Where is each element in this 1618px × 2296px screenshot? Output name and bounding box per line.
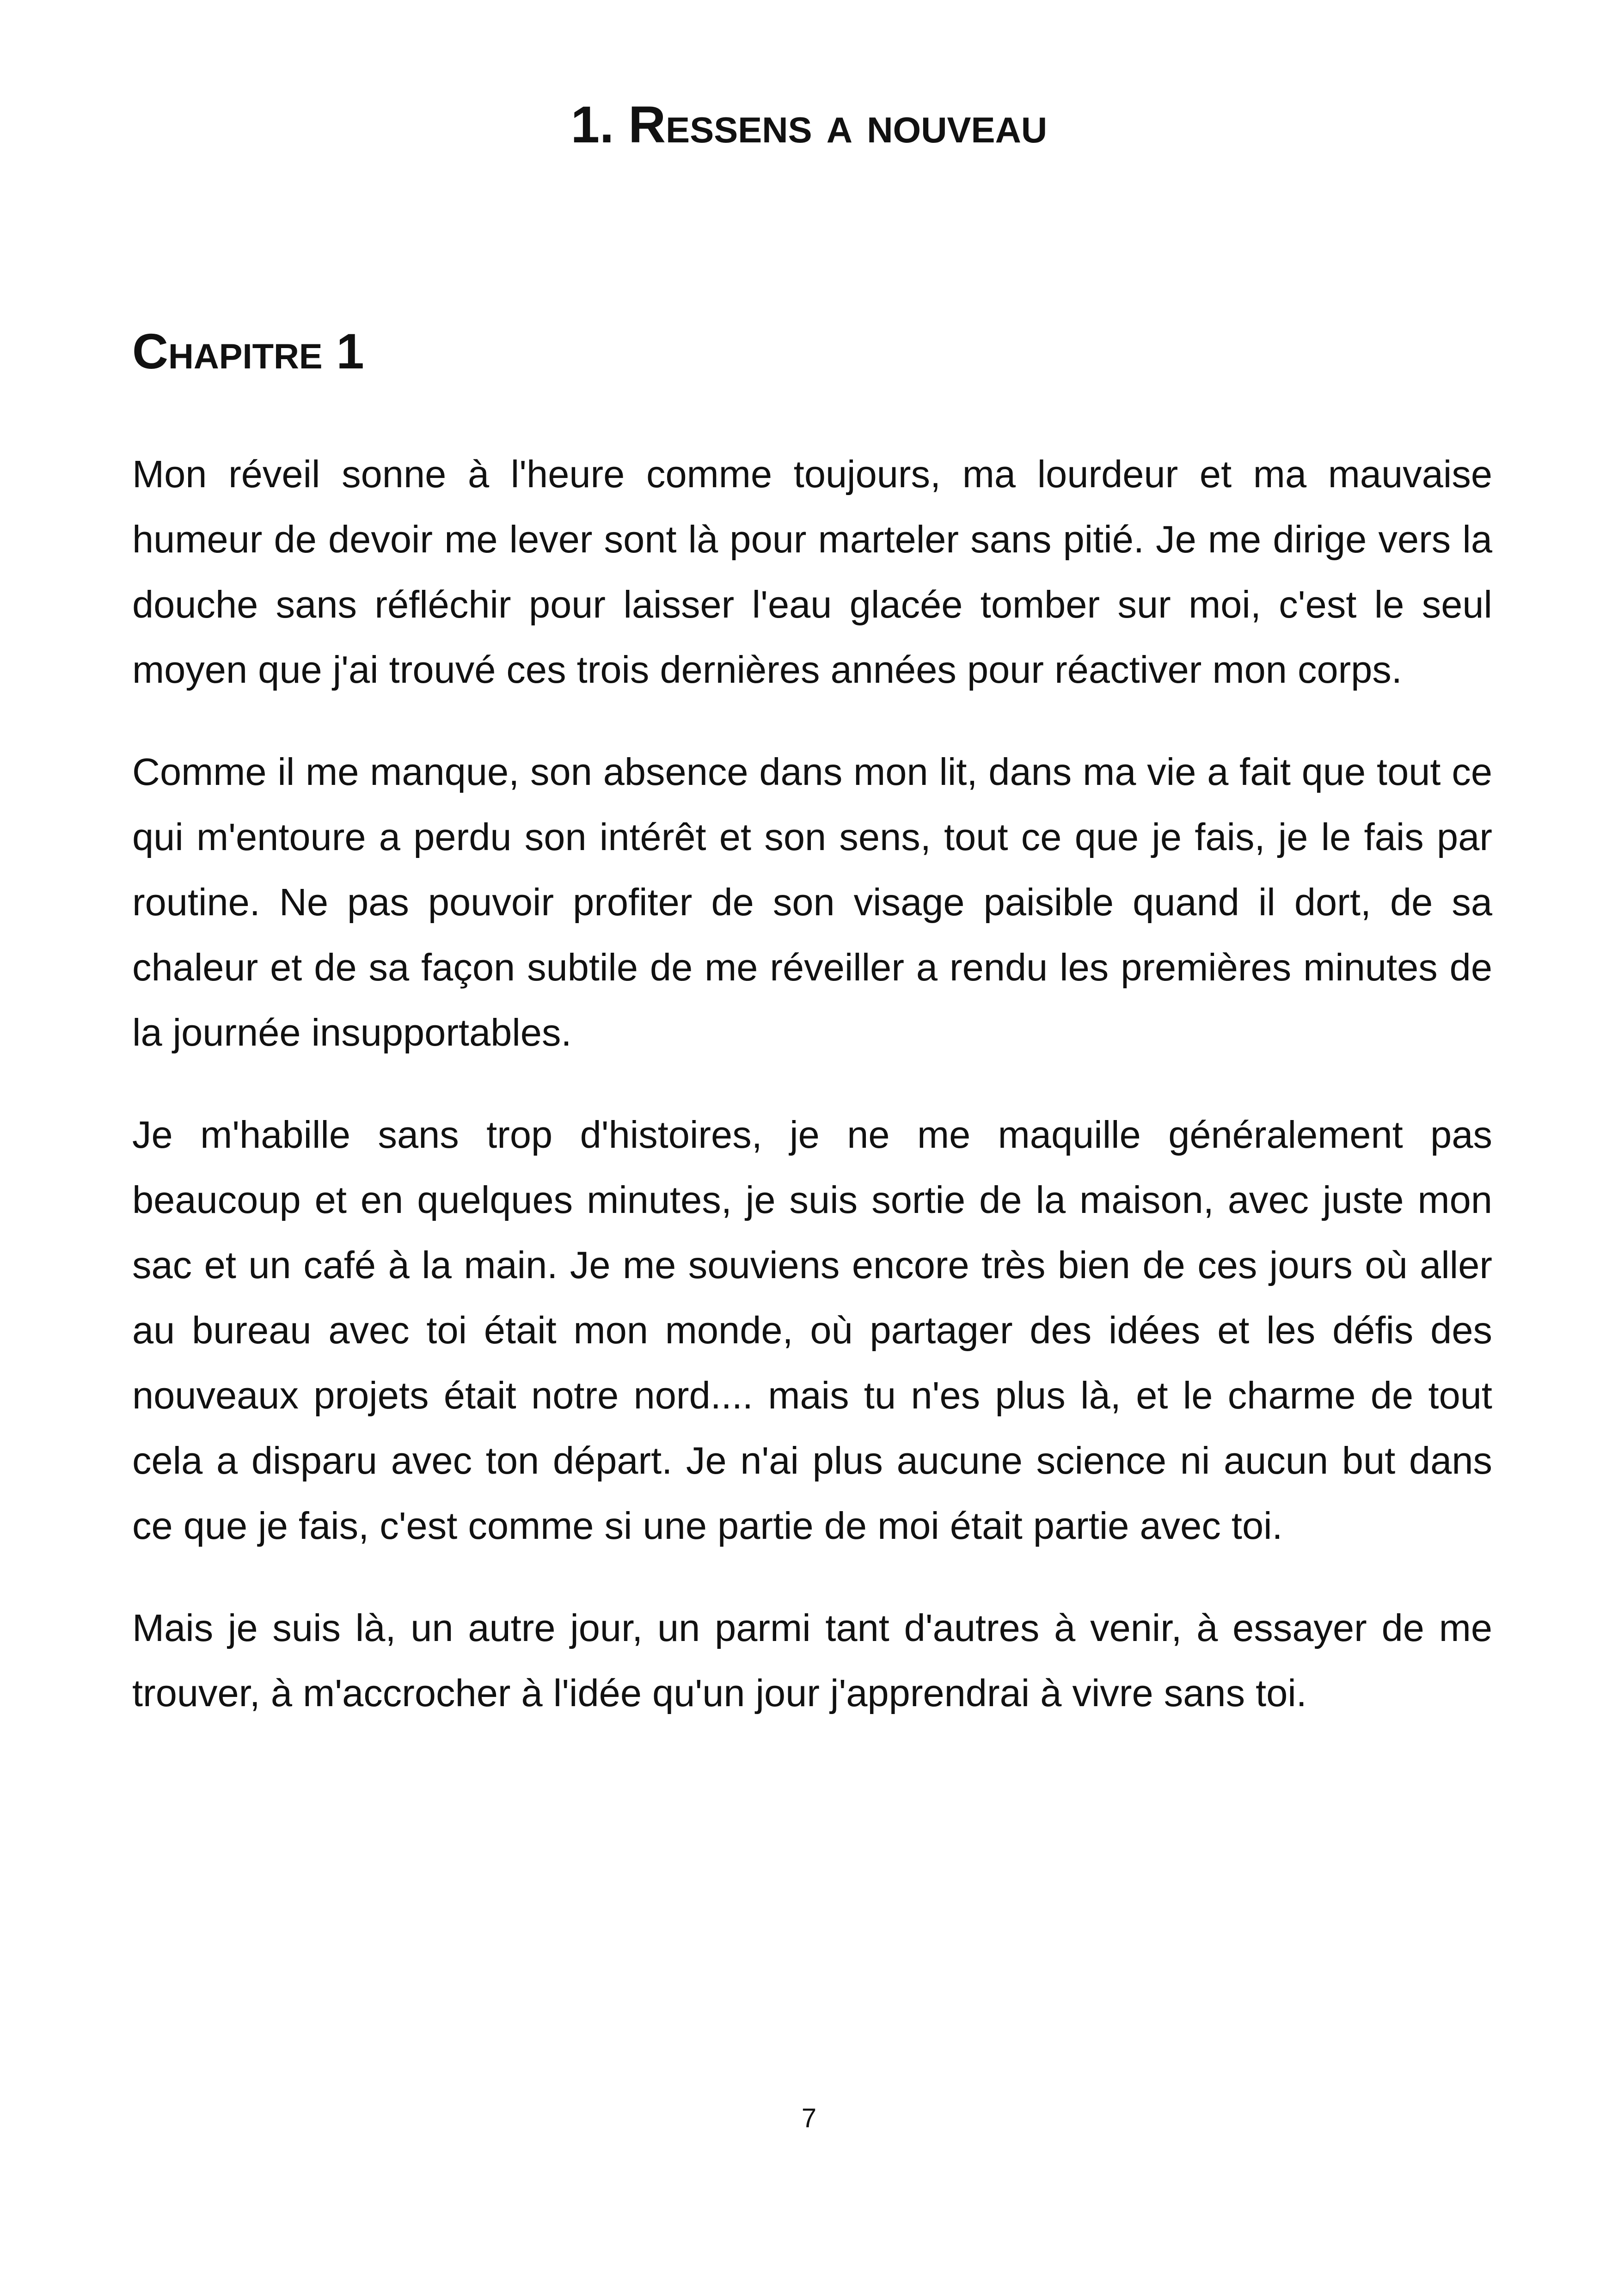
- paragraph: Mon réveil sonne à l'heure comme toujours, ma lourdeur et ma mauvaise humeur de devoir me lever sont là pour marteler sans pitié. Je me dirige vers la douche sans réfléchir pour laisser l'eau glacée tomber sur moi, c'est le seul moyen que j'ai trouvé ces trois dernières années pour réactiver mon corps.: [132, 453, 1492, 691]
- paragraph: Je m'habille sans trop d'histoires, je ne me maquille généralement pas beaucoup et en quelques minutes, je suis sortie de la maison, avec juste mon sac et un café à la main. Je me souviens encore très bien de ces jours où aller au bureau avec toi était mon monde, où partager des idées et les défis des nouveaux projets était notre nord.... mais tu n'es plus là, et le charme de tout cela a disparu avec ton départ. Je n'ai plus aucune science ni aucun but dans ce que je fais, c'est comme si une partie de moi était partie avec toi.: [132, 1113, 1492, 1547]
- paragraph: Comme il me manque, son absence dans mon lit, dans ma vie a fait que tout ce qui m'entoure a perdu son intérêt et son sens, tout ce que je fais, je le fais par routine. Ne pas pouvoir profiter de son visage paisible quand il dort, de sa chaleur et de sa façon subtile de me réveiller a rendu les premières minutes de la journée insupportables.: [132, 750, 1492, 1054]
- chapter-body: [132, 441, 1492, 1763]
- paragraph: Mais je suis là, un autre jour, un parmi tant d'autres à venir, à essayer de me trouver, à m'accrocher à l'idée qu'un jour j'apprendrai à vivre sans toi.: [132, 1606, 1492, 1714]
- part-title: 1. Ressens a nouveau: [570, 96, 1048, 153]
- chapter-title: Chapitre 1: [132, 323, 364, 379]
- page-number: 7: [801, 2103, 817, 2133]
